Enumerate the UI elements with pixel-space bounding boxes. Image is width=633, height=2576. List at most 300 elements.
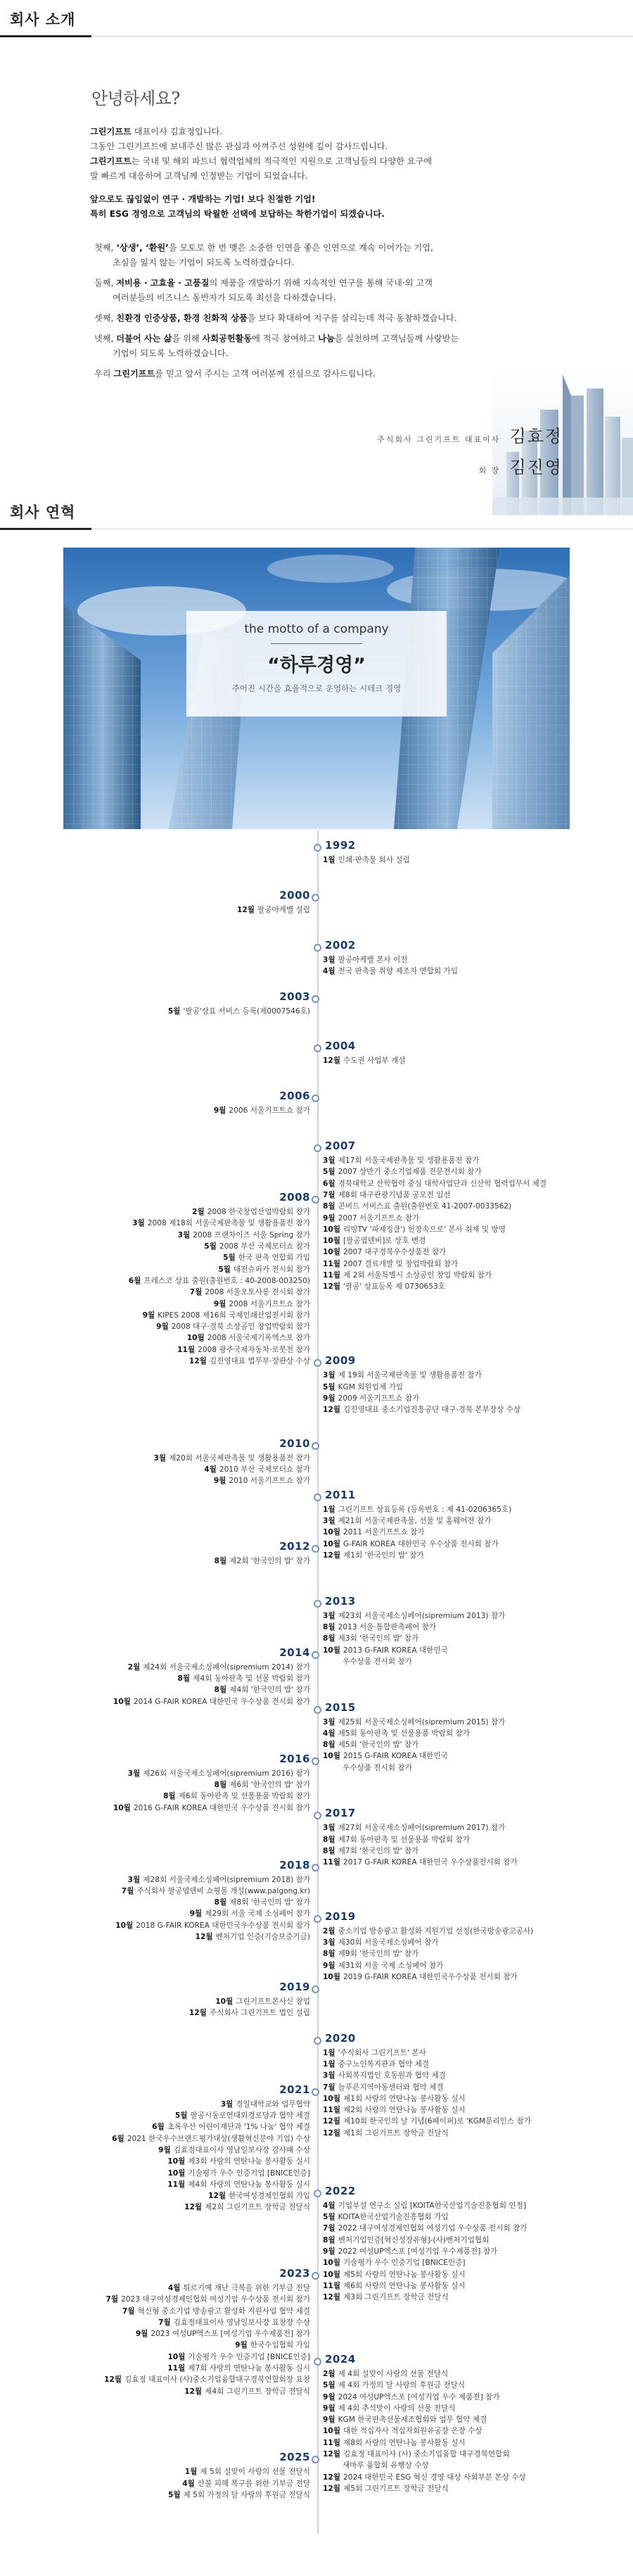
timeline-month: 3월	[127, 1769, 141, 1778]
timeline-year: 2007	[325, 1139, 356, 1153]
timeline-dot	[312, 1545, 319, 1553]
timeline-event: 한국여성경제인협회 가입	[229, 2192, 310, 2201]
timeline-month: 12월	[323, 1551, 340, 1560]
timeline-item	[323, 1382, 625, 1393]
timeline-event: 콘비드 서비스표 출원(출원번호 41-2007-0033562)	[338, 1202, 512, 1211]
chairman-name: 김진영	[509, 457, 563, 477]
timeline-dot	[314, 1494, 321, 1501]
timeline-event: 2010 부산 국제모터쇼 참가	[219, 1465, 310, 1474]
timeline-event: 초록우산 어린이재단과 '1% 나눔' 협약 체결	[167, 2123, 310, 2132]
timeline-year: 2012	[279, 1539, 310, 1553]
timeline-year: 2011	[325, 1488, 356, 1501]
timeline-event: 2013 G-FAIR KOREA 대한민국	[343, 1646, 448, 1655]
timeline-month: 8월	[323, 1950, 335, 1959]
motto-box	[186, 611, 447, 716]
timeline-event: 2009 서울기프트쇼 참가	[338, 1394, 420, 1403]
timeline-dot	[312, 1985, 319, 1993]
text-line	[94, 241, 558, 255]
timeline-month: 3월	[132, 1219, 145, 1228]
text-line	[90, 125, 540, 139]
timeline-event: 2008 제18회 서울국제판촉물 및 생활용품전 참가	[147, 1219, 310, 1228]
timeline-month: 3월	[323, 1517, 335, 1526]
timeline-item	[1, 2466, 310, 2477]
timeline-event: 제3회 그린기프트 장학금 전달식	[343, 2293, 449, 2302]
timeline-event: 제 19회 서울국제판촉물 및 생활용품전 참가	[338, 1371, 482, 1380]
timeline-month: 3월	[323, 2071, 335, 2081]
text-run: 나눔	[318, 334, 335, 343]
timeline-event: 우수상품 전시회 참가	[343, 1763, 412, 1772]
timeline-month: 8월	[323, 2235, 335, 2244]
timeline-month: 7월	[323, 2083, 335, 2092]
timeline-event: 혁신형 중소기업 방송광고 활성화 지원사업 협약 체결	[137, 2306, 310, 2316]
timeline-items	[323, 1504, 625, 1561]
timeline-item	[323, 1656, 625, 1667]
timeline-event: 경일대학교와 업무협약	[236, 2100, 310, 2109]
timeline-item	[1, 1886, 310, 1897]
timeline-event: 제10회 한국인의 날 기념(6페이퍼)로 'KGM문리인스 참가	[343, 2117, 531, 2126]
timeline-entry-2021	[1, 2083, 310, 2214]
timeline-item	[1, 1332, 310, 1344]
timeline-item	[323, 2368, 625, 2380]
timeline-item	[323, 1633, 625, 1644]
timeline-item	[323, 2082, 625, 2093]
timeline-month: 9월	[323, 1394, 335, 1403]
timeline-month: 6월	[152, 2123, 165, 2132]
timeline-event: 김진영대표 중소기업진흥공단 대구·경북 본부장상 수상	[343, 1406, 521, 1415]
timeline-entry-2017	[323, 1807, 625, 1868]
timeline-entry-2022	[323, 2185, 625, 2304]
text-run: 을 보다 확대하여 지구를 살리는데 적극 동참하겠습니다.	[247, 313, 457, 323]
motto-subtitle: 주어진 시간을 효율적으로 운영하는 시테크 경영	[231, 683, 402, 693]
timeline-entry-2023	[1, 2267, 310, 2397]
timeline-item	[1, 1230, 310, 1241]
timeline-item	[323, 1937, 625, 1948]
timeline-item	[1, 2374, 310, 2385]
timeline-event: 제 4회 가정의 달 사랑의 후원금 전달식	[338, 2381, 466, 2390]
text-run: 그린기프트	[113, 369, 155, 379]
timeline-item	[323, 1645, 625, 1656]
timeline-entry-2010	[1, 1437, 310, 1487]
timeline-year: 2003	[279, 990, 310, 1003]
text-run: 특히 ESG 경영으로 고객님의 탁월한 선택에 보답하는 착한기업이 되겠습니다.	[90, 209, 385, 219]
timeline-month: 10월	[167, 2352, 186, 2361]
timeline-item	[1, 1791, 310, 1802]
timeline-item	[323, 1834, 625, 1845]
timeline-event: 2008 서울국제기록엑스포 참가	[207, 1334, 310, 1343]
timeline-event: 2023 여성UP엑스포 [여성기업 우수제품전] 참가	[151, 2330, 310, 2339]
timeline-item	[1, 2190, 310, 2202]
timeline-dot	[314, 1706, 321, 1714]
timeline-event: 제5회 사랑의 연탄나눔 봉사활동 실시	[343, 2270, 466, 2279]
timeline-item	[1, 1874, 310, 1886]
timeline-event: 제29회 서울 국제 소싱페어 참가	[205, 1909, 310, 1919]
timeline-event: 제9회 '한국인의 밥' 참가	[338, 1950, 419, 1959]
timeline-month: 4월	[323, 966, 335, 976]
timeline-items	[1, 1206, 310, 1367]
timeline-month: 10월	[215, 1997, 234, 2006]
timeline-items	[323, 2047, 625, 2139]
timeline-month: 2월	[323, 1926, 335, 1936]
timeline-month: 10월	[323, 1237, 340, 1246]
timeline-item	[323, 1857, 625, 1868]
timeline-month: 9월	[323, 2247, 335, 2256]
timeline-item	[1, 1206, 310, 1218]
timeline-event: KIPES 2008 제16회 국제인쇄산업전시회 참가	[158, 1311, 310, 1320]
timeline-month: 1월	[323, 1505, 335, 1514]
timeline-event: KGM 회원업체 가입	[338, 1382, 404, 1391]
timeline-item	[323, 966, 625, 977]
timeline-year: 2015	[325, 1700, 356, 1714]
motto-korean: “하루경영”	[267, 655, 366, 676]
promise-item	[94, 276, 558, 305]
timeline-items	[323, 1370, 625, 1415]
timeline-year: 2021	[279, 2083, 310, 2096]
timeline-item	[323, 1750, 625, 1762]
timeline-event: 사회복지법인 호동원과 협약 체결	[338, 2071, 446, 2081]
timeline-month: 12월	[323, 2117, 340, 2126]
timeline-month: 9월	[213, 1106, 226, 1116]
timeline-event: 우수상품 전시회 참가	[343, 1657, 412, 1666]
timeline-month: 12월	[237, 905, 255, 914]
timeline-entry-1992	[323, 839, 625, 866]
timeline-year: 2020	[325, 2031, 356, 2045]
timeline-item	[323, 1610, 625, 1622]
timeline-year: 2013	[325, 1594, 356, 1608]
timeline-entry-2013	[323, 1595, 625, 1667]
timeline-month: 8월	[177, 1674, 191, 1684]
timeline-item	[323, 2392, 625, 2403]
text-run: 초심을 잃지 않는 기업이 되도록 노력하겠습니다.	[113, 258, 295, 267]
timeline-event: 제6회 '한국인의 밥' 참가	[229, 1780, 310, 1789]
timeline-month: 9월	[323, 1213, 335, 1223]
timeline-dot	[314, 1600, 321, 1608]
timeline-event: 제2회 사랑의 연탄나눔 봉사활동 실시	[343, 2106, 466, 2115]
timeline-month: 7월	[189, 1288, 203, 1297]
timeline-items	[323, 1055, 625, 1066]
text-line	[94, 291, 558, 305]
timeline-event: 중구노인복지관과 협약 체결	[338, 2059, 430, 2069]
timeline-item	[1, 2340, 310, 2351]
timeline-event: 2008 광주국제자동차·로봇전 참가	[198, 1345, 310, 1354]
timeline-month: 2월	[127, 1662, 141, 1672]
timeline-item	[323, 1926, 625, 1937]
timeline-item	[1, 2363, 310, 2374]
timeline-month: 8월	[163, 1792, 176, 1801]
timeline-event: 수도권 사업부 개설	[343, 1056, 406, 1066]
timeline-items	[1, 1105, 310, 1116]
timeline-event: 중소기업 방송광고 활성화 지원기업 선정(한국방송광고공사)	[338, 1926, 534, 1936]
timeline-month: 10월	[323, 2094, 340, 2103]
timeline-item	[323, 2472, 625, 2483]
timeline-month: 9월	[158, 2145, 171, 2154]
timeline-year: 1992	[325, 839, 356, 852]
timeline-item	[323, 1166, 625, 1177]
timeline-event: 팔공아케밸 설립	[257, 905, 310, 914]
timeline-item	[323, 1948, 625, 1959]
timeline-item	[1, 1356, 310, 1367]
timeline-month: 3월	[177, 1230, 191, 1239]
timeline-item	[323, 2460, 625, 2471]
timeline-item	[1, 1241, 310, 1252]
text-line	[90, 169, 540, 184]
timeline-item	[1, 1996, 310, 2007]
motto-banner	[63, 548, 570, 829]
timeline-event: 제6회 사랑의 연탄나눔 봉사활동 실시	[343, 2281, 466, 2290]
timeline-month: 10월	[186, 1334, 205, 1343]
timeline-event: 2014 G-FAIR KOREA 대한민국 우수상품 전시회 참가	[133, 1697, 310, 1706]
timeline-event: KOITA한국산업기술진흥협회 가입	[338, 2213, 449, 2222]
timeline-item	[323, 1728, 625, 1739]
timeline-entry-2016	[1, 1753, 310, 1814]
timeline-event: 대전슈퍼카 전시회 참가	[233, 1265, 310, 1274]
timeline-year: 2019	[279, 1980, 310, 1993]
timeline-year: 2000	[279, 888, 310, 902]
timeline-items	[323, 1717, 625, 1774]
text-run: 앞으로도 끊임없이 연구 · 개발하는 기업! 보다 친절한 기업!	[90, 194, 316, 204]
timeline-item	[323, 2437, 625, 2449]
timeline-month: 9월	[213, 1477, 226, 1486]
timeline-year: 2014	[279, 1646, 310, 1659]
timeline-item	[323, 2200, 625, 2211]
timeline-month: 6월	[112, 2134, 124, 2143]
timeline-dot	[314, 2358, 321, 2366]
timeline-month: 9월	[135, 2330, 148, 2339]
timeline-item	[1, 2317, 310, 2328]
timeline-year: 2022	[325, 2184, 356, 2197]
timeline-item	[323, 2483, 625, 2494]
text-run: 첫째,	[94, 243, 117, 253]
timeline-item	[1, 1299, 310, 1310]
timeline-dot	[312, 1651, 319, 1659]
timeline-event: 2019 G-FAIR KOREA 대한민국우수상품 전시회 참가	[343, 1972, 518, 1981]
timeline-event: 제31회 서울 국제 소싱페어 참가	[338, 1961, 444, 1970]
timeline-event: 2018 G-FAIR KOREA 대한민국우수상품 전시회 참가	[136, 1921, 310, 1930]
greeting-paragraph	[90, 125, 540, 184]
timeline-event: 제23회 서울국제소싱페어(sipremium 2013) 참가	[338, 1611, 506, 1620]
timeline-item	[1, 2478, 310, 2489]
timeline-dot	[312, 995, 319, 1003]
timeline-event: 제8회 '한국인의 밥' 참가	[229, 1898, 310, 1907]
timeline-item	[1, 1768, 310, 1779]
timeline-event: 늘푸른지역아동센터와 협약 체결	[338, 2083, 444, 2092]
timeline-item	[323, 1762, 625, 1774]
timeline-month: 8월	[323, 1202, 335, 1211]
timeline-month: 5월	[323, 1168, 335, 1177]
timeline-item	[323, 2257, 625, 2268]
timeline-month: 12월	[184, 2203, 203, 2212]
timeline-item	[1, 2099, 310, 2110]
timeline-month: 3월	[323, 1371, 335, 1380]
timeline-item	[323, 1527, 625, 1538]
timeline-year: 2016	[279, 1752, 310, 1765]
timeline-event: 제27회 서울국제소싱페어(sipremium 2017) 참가	[338, 1824, 506, 1833]
timeline-item	[323, 1201, 625, 1212]
timeline-month: 10월	[113, 1697, 131, 1706]
timeline-event: KGM 한국판촉선물제조협회와 업무 협약 체결	[338, 2416, 487, 2425]
timeline-month: 9월	[189, 1909, 203, 1919]
timeline-dot	[312, 2272, 319, 2280]
text-run: 을 위해	[172, 334, 203, 343]
timeline-month: 12월	[323, 1056, 340, 1066]
timeline-month: 12월	[323, 2128, 340, 2138]
timeline-month: 9월	[323, 2392, 335, 2401]
timeline-month: 2월	[192, 1208, 205, 1217]
timeline-event: 제 5회 설맞이 사랑의 선물 전달식	[200, 2468, 310, 2477]
timeline-items	[323, 954, 625, 978]
text-run: 우리	[94, 369, 114, 379]
timeline-item	[323, 1055, 625, 1066]
timeline-year: 2006	[279, 1090, 310, 1103]
timeline-item	[1, 1920, 310, 1931]
timeline-event: 제4회 동아판촉 및 선물 박람회 참가	[193, 1674, 310, 1684]
timeline-event: '팔공' 상표등록 제 0730653호	[343, 1282, 445, 1292]
timeline-month: 8월	[214, 1556, 227, 1565]
timeline-year: 2002	[325, 938, 356, 952]
timeline-items	[323, 1610, 625, 1667]
timeline-item	[323, 2047, 625, 2059]
timeline-month: 11월	[323, 1259, 340, 1268]
text-run: 그린기프트	[90, 127, 132, 137]
timeline-event: 2007 결료개발 및 창업박람회 참가	[343, 1259, 459, 1268]
timeline-month: 1월	[323, 2059, 335, 2069]
timeline-item	[323, 1960, 625, 1971]
timeline-item	[1, 2145, 310, 2156]
timeline-item	[1, 2156, 310, 2167]
text-line	[94, 346, 558, 361]
history-section	[0, 493, 633, 2576]
timeline-month: 10월	[323, 1225, 340, 1234]
timeline-entry-2002	[323, 939, 625, 978]
timeline-item	[1, 1321, 310, 1332]
timeline-month: 9월	[156, 1322, 169, 1332]
timeline-year: 2023	[279, 2266, 310, 2280]
greeting-heading: 안녕하세요?	[91, 89, 180, 108]
timeline-event: 제 4회 추석맞이 사랑의 선물 전달식	[338, 2404, 456, 2413]
timeline-item	[323, 1189, 625, 1201]
timeline-event: 기술평가 우수 인증기업 [BNICE인증]	[343, 2259, 466, 2268]
timeline-event: 김효정대표이사 영남일보사장 표창장 수상	[173, 2318, 310, 2327]
timeline-entry-2018	[1, 1859, 310, 1943]
timeline-month: 10월	[323, 1972, 340, 1981]
timeline-dot	[312, 1864, 319, 1871]
timeline-item	[323, 2235, 625, 2246]
text-line	[90, 207, 540, 222]
timeline-event: 튀르키예 재난 극복을 위한 기부금 전달	[183, 2283, 310, 2292]
timeline-month: 11월	[167, 2180, 186, 2189]
timeline-event: 2024 대한민국 ESG 혁신 경영 대상 사회부분 본상 수상	[343, 2473, 526, 2482]
timeline-month: 9월	[142, 1311, 155, 1320]
timeline-event: 한국수입협회 가입	[250, 2341, 310, 2350]
timeline-event: 제4회 그린기프트 장학금 전달식	[205, 2387, 310, 2396]
timeline-month: 12월	[323, 2293, 340, 2302]
timeline-event: 제 2회 서울특별시 소상공인 창업 박람회 참가	[343, 1271, 492, 1280]
timeline-event: 2007 대구경북우수상품전 참가	[343, 1248, 447, 1257]
timeline-event: '팔공'상표 서비스 등록(제0007546호)	[183, 1006, 310, 1016]
timeline-year: 2024	[325, 2352, 356, 2366]
timeline-year: 2010	[279, 1437, 310, 1450]
timeline-item	[323, 1550, 625, 1561]
timeline-month: 8월	[323, 1634, 335, 1643]
timeline-month: 10월	[323, 1752, 340, 1761]
text-run: 의 제품을 개발하기 위해 지속적인 연구를 통해 국내·외 고객	[209, 278, 433, 288]
timeline-event: 2022 여성UP엑스포 [여성기업 우수제품전] 참가	[338, 2247, 498, 2256]
timeline-item	[323, 1622, 625, 1633]
timeline-item	[323, 1258, 625, 1270]
timeline-entry-2019	[323, 1910, 625, 1983]
timeline-month: 8월	[323, 1835, 335, 1844]
text-run: 기업이 되도록 노력하겠습니다.	[113, 348, 229, 358]
timeline-items	[1, 1768, 310, 1814]
timeline-item	[323, 1822, 625, 1833]
text-line	[94, 276, 558, 291]
timeline-month: 9월	[323, 1961, 335, 1970]
text-run: 넷째,	[94, 334, 117, 343]
timeline-item	[323, 2380, 625, 2391]
timeline-month: 12월	[208, 2192, 226, 2201]
text-run: 그동안 그린기프트에 보내주신 많은 관심과 아껴주신 성원에 깊이 감사드립니다.	[90, 141, 388, 151]
timeline-month: 5월	[323, 2213, 335, 2222]
timeline-item	[1, 2489, 310, 2501]
timeline-month: 1월	[323, 856, 335, 864]
timeline-item	[323, 1246, 625, 1258]
timeline-month: 3월	[220, 2100, 234, 2109]
timeline-item	[323, 1393, 625, 1404]
timeline-event: 김효정 대표이사 (사) 중소기업융합 대구경북연합회	[343, 2450, 510, 2458]
text-run: 더불어 사는 삶	[116, 334, 172, 343]
timeline-event: 새마루 융합회 유행상 수상	[343, 2461, 429, 2470]
timeline-item	[323, 2059, 625, 2070]
timeline-item	[323, 2292, 625, 2303]
greeting-body	[90, 125, 540, 230]
timeline-item	[1, 2283, 310, 2294]
timeline-month: 10월	[115, 1921, 134, 1930]
timeline-event: 김진영대표 법무부·장관상 수상	[209, 1356, 310, 1365]
timeline-month: 3월	[323, 1938, 335, 1947]
timeline-event: 김효정 대표이사 (사)중소기업융합대구경북연합회장 표창	[124, 2375, 310, 2385]
timeline-month: 12월	[323, 1282, 340, 1292]
timeline-month: 10월	[323, 1528, 340, 1537]
timeline-item	[1, 2294, 310, 2305]
timeline-month: 3월	[323, 1156, 335, 1166]
timeline-event: 제 5회 가정의 달 사랑의 후원금 전달식	[183, 2490, 310, 2499]
ceo-title: 주식회사 그린기프트 대표이사	[377, 435, 501, 444]
timeline-event: 리빙TV '파제징클') 헌장속으로' 본사 취재 및 방영	[343, 1225, 506, 1234]
timeline-month: 7월	[323, 1190, 335, 1199]
timeline-month: 3월	[323, 955, 335, 964]
timeline-item	[1, 1287, 310, 1298]
chairman-title: 회 장	[478, 466, 501, 475]
timeline-month: 4월	[167, 2283, 181, 2292]
timeline-dot	[312, 1757, 319, 1765]
timeline-month: 9월	[323, 2416, 335, 2425]
timeline-item	[1, 2110, 310, 2121]
timeline-month: 3월	[323, 1611, 335, 1620]
divider-accent	[0, 528, 91, 530]
text-run: 둘째,	[94, 278, 117, 288]
timeline-dot	[314, 944, 321, 952]
timeline-items	[1, 904, 310, 916]
timeline-event: 기술평가 우수 인증기업 [BNICE인증]	[188, 2352, 310, 2361]
timeline-month: 5월	[167, 1006, 181, 1016]
timeline-entry-2012	[1, 1540, 310, 1567]
timeline-event: 프레스코 상표 출원(출원번호 : 40-2008-003250)	[143, 1276, 310, 1285]
section-title-about: 회사 소개	[10, 11, 76, 28]
timeline-year: 2019	[325, 1909, 356, 1923]
timeline-year: 2018	[279, 1858, 310, 1871]
timeline-event: 제8회 사랑의 연탄나눔 봉사활동 실시	[343, 2438, 466, 2447]
timeline-event: 제25회 서울국제소싱페어(sipremium 2015) 참가	[338, 1717, 506, 1726]
timeline-item	[323, 1178, 625, 1189]
